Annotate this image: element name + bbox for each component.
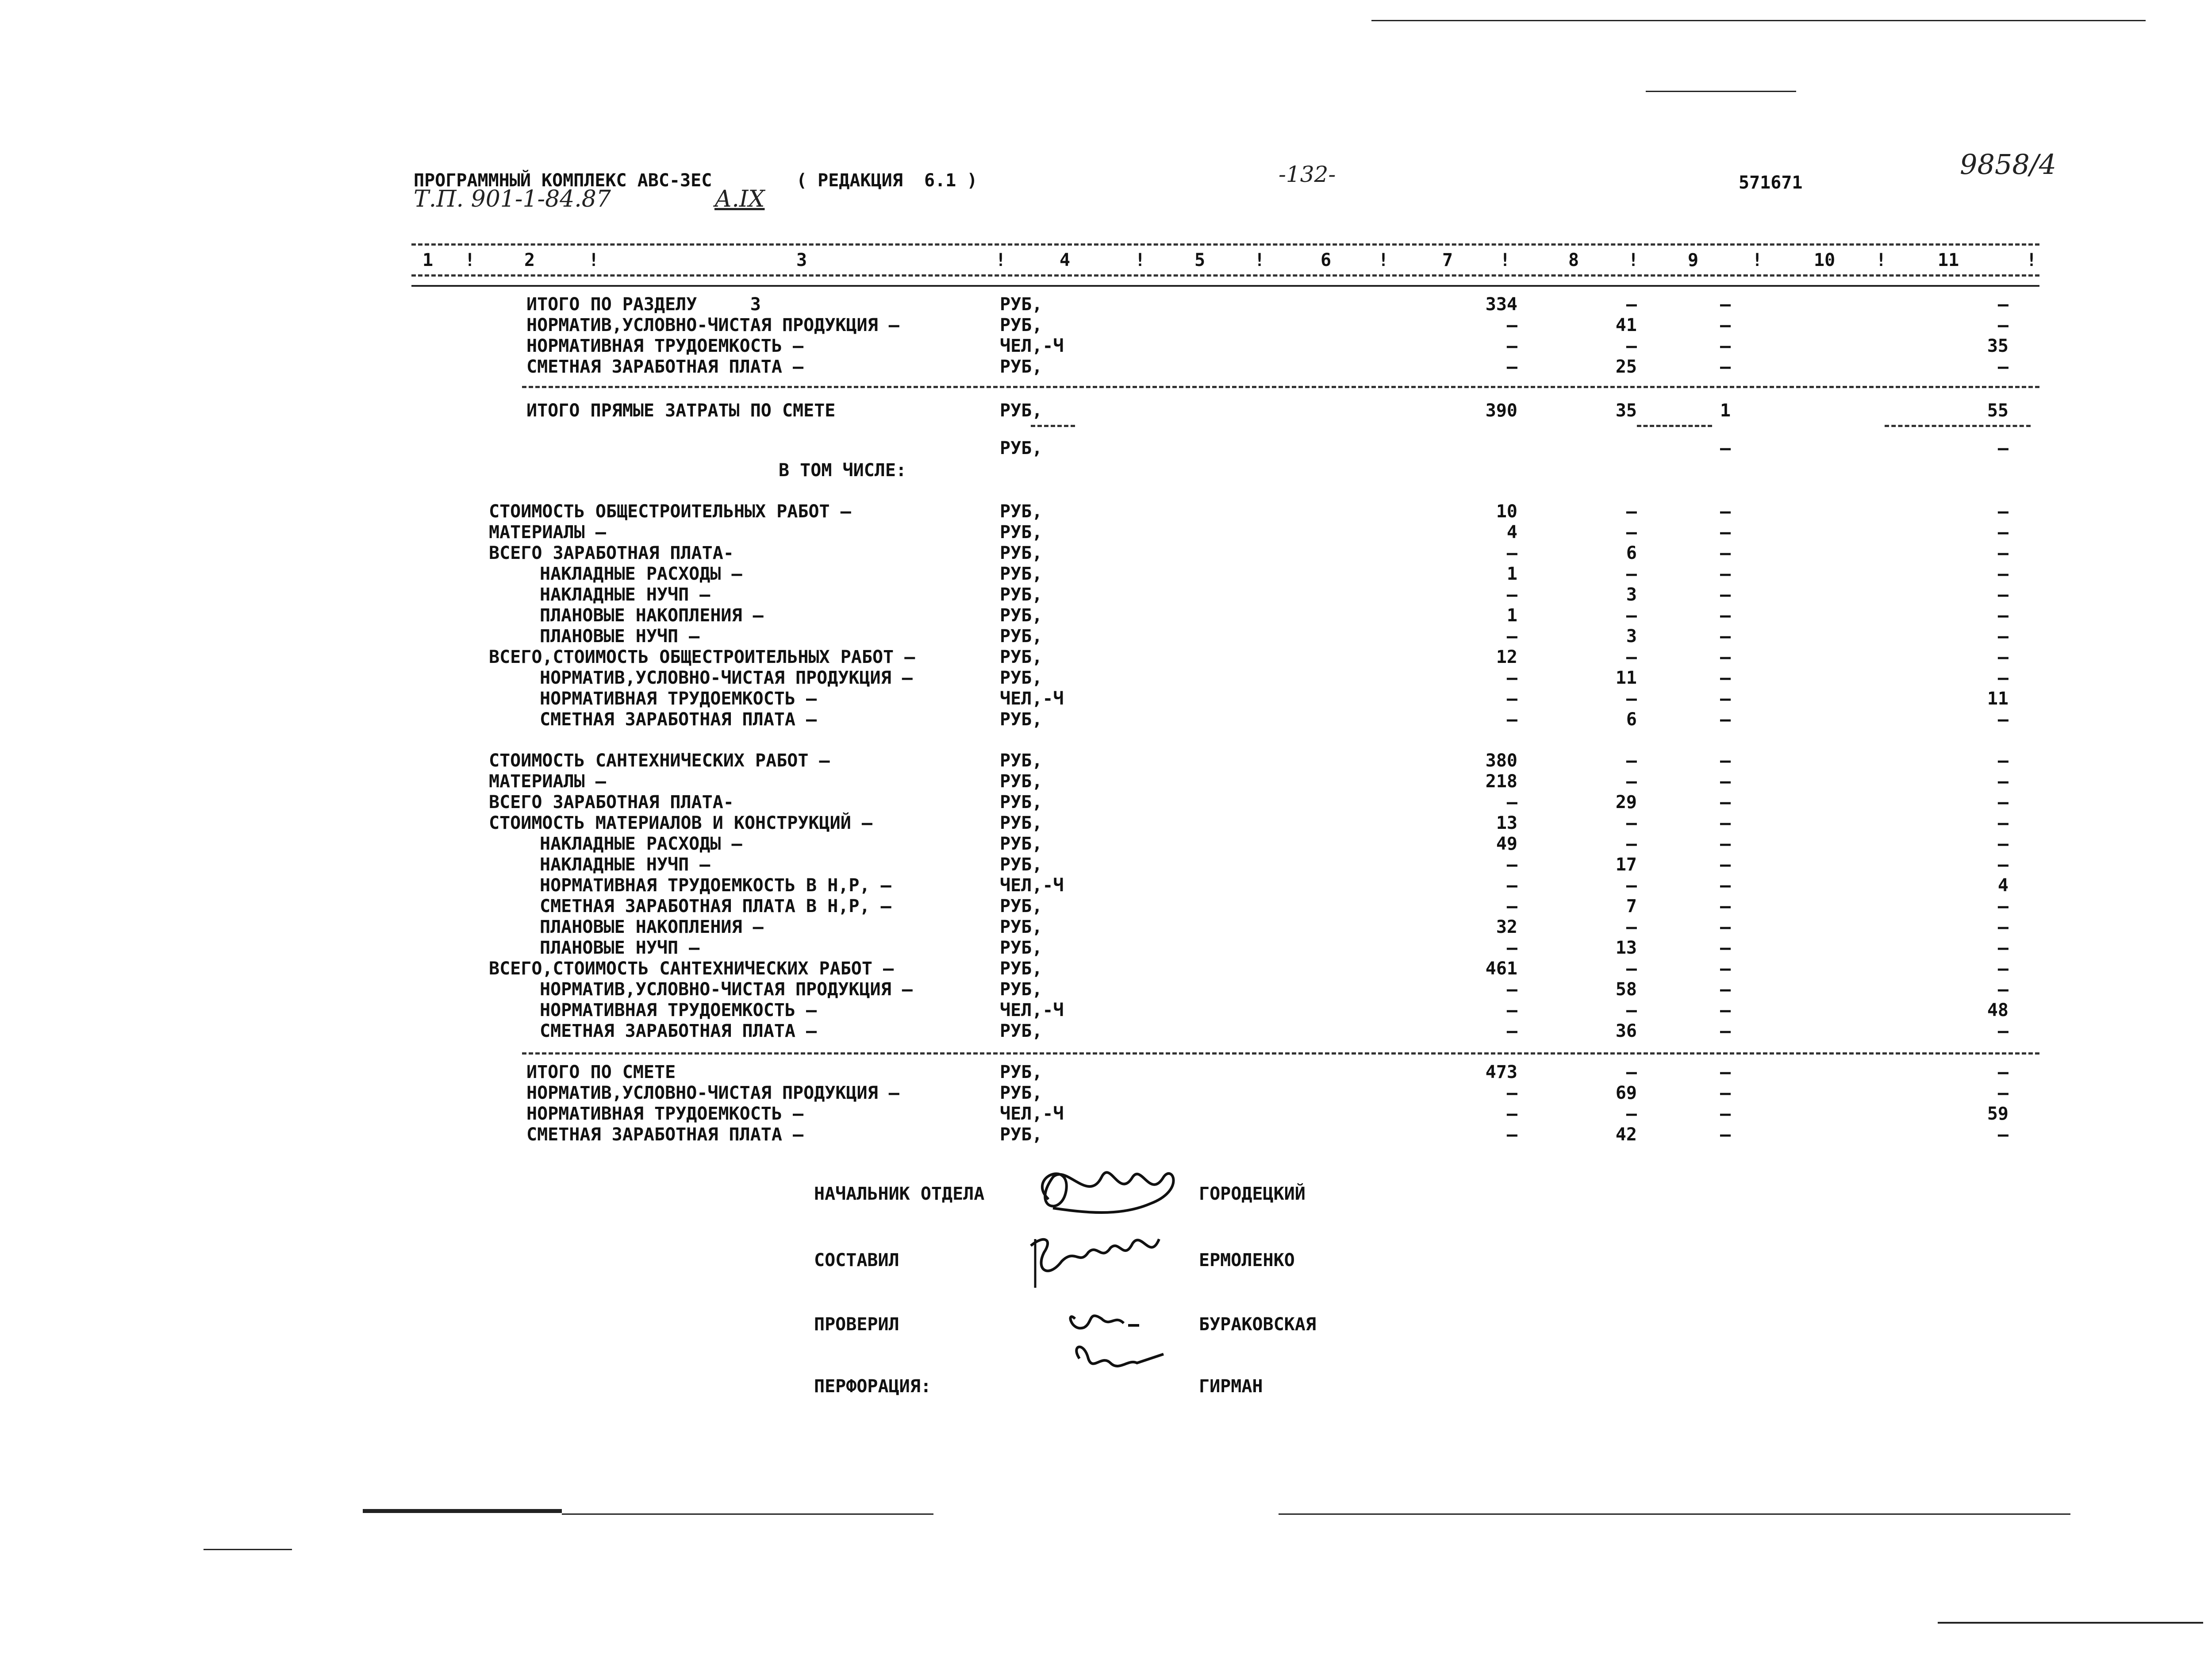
row-unit: РУБ, [1000, 626, 1043, 647]
row-col8-value: – [1626, 1104, 1637, 1124]
row-label: НОРМАТИВНАЯ ТРУДОЕМКОСТЬ – [540, 689, 817, 709]
row-col11-value: – [1997, 917, 2008, 937]
row-col11-value: – [1997, 543, 2008, 563]
table-row [0, 522, 2212, 543]
table-row [0, 792, 2212, 812]
row-col7-value: – [1506, 689, 1517, 709]
row-col11-value: – [1997, 792, 2008, 812]
row-col9-value: – [1720, 336, 1731, 356]
row-col8-value: 6 [1626, 543, 1637, 563]
scan-edge-line-3 [1279, 1513, 2070, 1515]
row-unit: РУБ, [1000, 294, 1043, 315]
row-col7-value: 1 [1506, 605, 1517, 626]
row-unit: РУБ, [1000, 668, 1043, 688]
row-col9-value: – [1720, 792, 1731, 812]
row-col8-value: – [1626, 875, 1637, 896]
row-label: ИТОГО ПО РАЗДЕЛУ 3 [526, 294, 761, 315]
row-col7-value: – [1506, 1124, 1517, 1145]
header-bottom-rule [411, 274, 2039, 277]
row-col11-value: – [1997, 357, 2008, 377]
table-row [0, 709, 2212, 730]
row-label: НОРМАТИВНАЯ ТРУДОЕМКОСТЬ В Н,Р, – [540, 875, 891, 896]
row-col8-value: – [1626, 647, 1637, 667]
row-col8-value: – [1626, 1062, 1637, 1082]
row-unit: РУБ, [1000, 709, 1043, 730]
row-col11-value: – [1997, 979, 2008, 1000]
row-label: НОРМАТИВНАЯ ТРУДОЕМКОСТЬ – [526, 336, 804, 356]
row-col7-value: – [1506, 938, 1517, 958]
row-col8-value: 29 [1615, 792, 1637, 812]
column-separator: ! [1378, 250, 1389, 270]
table-row [0, 979, 2212, 1000]
table-row [0, 855, 2212, 875]
row-col11-value: 35 [1987, 336, 2008, 356]
row-col11-value: 4 [1997, 875, 2008, 896]
row-col9-value: – [1720, 979, 1731, 1000]
row-col7-value: – [1506, 543, 1517, 563]
column-header-3: 3 [796, 250, 807, 270]
archive-number: 9858/4 [1960, 148, 2057, 181]
row-col7-value: 10 [1496, 501, 1517, 522]
table-row [0, 336, 2212, 356]
table-row [0, 917, 2212, 937]
row-label: НАКЛАДНЫЕ НУЧП – [540, 585, 710, 605]
row-col9-value: – [1720, 855, 1731, 875]
unit-separator [1031, 425, 1075, 427]
row-col7-value: – [1506, 315, 1517, 335]
row-col11-value: 59 [1987, 1104, 2008, 1124]
column-header-6: 6 [1321, 250, 1332, 270]
row-col11-value: – [1997, 647, 2008, 667]
row-col7-value: 12 [1496, 647, 1517, 667]
row-col9-value: – [1720, 501, 1731, 522]
row-col7-value: – [1506, 357, 1517, 377]
row-unit: РУБ, [1000, 605, 1043, 626]
row-col9-value: – [1720, 834, 1731, 854]
table-row [0, 400, 2212, 421]
row-unit: РУБ, [1000, 792, 1043, 812]
table-row [0, 438, 2212, 458]
table-row [0, 875, 2212, 896]
column-header-4: 4 [1060, 250, 1071, 270]
row-col7-value: – [1506, 875, 1517, 896]
row-unit: РУБ, [1000, 438, 1043, 458]
row-col11-value: – [1997, 438, 2008, 458]
row-col8-value: – [1626, 605, 1637, 626]
row-col8-value: – [1626, 771, 1637, 792]
row-unit: РУБ, [1000, 834, 1043, 854]
table-row [0, 357, 2212, 377]
row-col9-value: – [1720, 771, 1731, 792]
subtotal-separator-2 [1885, 425, 2031, 427]
project-code: Т.П. 901-1-84.87 [414, 186, 611, 212]
row-col8-value: – [1626, 813, 1637, 833]
signature-role: ПРОВЕРИЛ [814, 1314, 899, 1335]
row-col11-value: 55 [1987, 400, 2008, 421]
row-unit: РУБ, [1000, 979, 1043, 1000]
row-unit: ЧЕЛ,-Ч [1000, 1000, 1064, 1020]
column-separator: ! [1135, 250, 1146, 270]
table-row [0, 938, 2212, 958]
row-col7-value: 1 [1506, 564, 1517, 584]
row-label: ПЛАНОВЫЕ НАКОПЛЕНИЯ – [540, 917, 764, 937]
row-col9-value: – [1720, 938, 1731, 958]
row-col9-value: – [1720, 813, 1731, 833]
row-col7-value: – [1506, 709, 1517, 730]
row-col7-value: 334 [1485, 294, 1517, 315]
row-col11-value: – [1997, 896, 2008, 916]
row-unit: РУБ, [1000, 501, 1043, 522]
table-row [0, 834, 2212, 854]
row-label: ВСЕГО ЗАРАБОТНАЯ ПЛАТА- [489, 543, 734, 563]
row-col9-value: – [1720, 1104, 1731, 1124]
program-title: ПРОГРАММНЫЙ КОМПЛЕКС АВС-3ЕС [414, 170, 712, 191]
row-col9-value: – [1720, 1000, 1731, 1020]
row-label: НОРМАТИВ,УСЛОВНО-ЧИСТАЯ ПРОДУКЦИЯ – [526, 1083, 899, 1103]
row-unit: РУБ, [1000, 1124, 1043, 1145]
signature-role: НАЧАЛЬНИК ОТДЕЛА [814, 1184, 985, 1204]
row-col8-value: – [1626, 336, 1637, 356]
row-label: НАКЛАДНЫЕ РАСХОДЫ – [540, 834, 742, 854]
column-separator: ! [1876, 250, 1887, 270]
scan-edge-line [363, 1509, 562, 1513]
row-label: МАТЕРИАЛЫ – [489, 771, 606, 792]
row-col8-value: 6 [1626, 709, 1637, 730]
row-col8-value: 25 [1615, 357, 1637, 377]
row-col7-value: – [1506, 626, 1517, 647]
row-col9-value: – [1720, 1021, 1731, 1041]
table-row [0, 564, 2212, 584]
row-label: НОРМАТИВНАЯ ТРУДОЕМКОСТЬ – [526, 1104, 804, 1124]
row-col8-value: – [1626, 834, 1637, 854]
row-unit: РУБ, [1000, 647, 1043, 667]
column-separator: ! [465, 250, 476, 270]
row-col11-value: – [1997, 938, 2008, 958]
row-col9-value: – [1720, 959, 1731, 979]
row-col8-value: 3 [1626, 585, 1637, 605]
row-col9-value: – [1720, 564, 1731, 584]
row-col7-value: – [1506, 336, 1517, 356]
row-col9-value: – [1720, 709, 1731, 730]
row-label: СМЕТНАЯ ЗАРАБОТНАЯ ПЛАТА – [526, 357, 804, 377]
row-col11-value: – [1997, 1083, 2008, 1103]
table-row [0, 1000, 2212, 1020]
row-col8-value: 41 [1615, 315, 1637, 335]
row-col9-value: – [1720, 585, 1731, 605]
row-label: МАТЕРИАЛЫ – [489, 522, 606, 543]
table-row [0, 626, 2212, 647]
row-col11-value: – [1997, 585, 2008, 605]
row-col8-value: 7 [1626, 896, 1637, 916]
row-col7-value: – [1506, 979, 1517, 1000]
row-label: СТОИМОСТЬ САНТЕХНИЧЕСКИХ РАБОТ – [489, 751, 830, 771]
scan-edge-line-2 [562, 1513, 933, 1515]
row-col8-value: – [1626, 959, 1637, 979]
row-col8-value: 17 [1615, 855, 1637, 875]
row-col7-value: – [1506, 1000, 1517, 1020]
row-unit: РУБ, [1000, 1083, 1043, 1103]
section-separator [522, 386, 2039, 388]
row-col9-value: – [1720, 294, 1731, 315]
signature-name: ЕРМОЛЕНКО [1199, 1250, 1295, 1270]
scan-left-line [204, 1549, 292, 1550]
row-col11-value: – [1997, 501, 2008, 522]
row-label: СМЕТНАЯ ЗАРАБОТНАЯ ПЛАТА – [540, 709, 817, 730]
scan-top-line-2 [1646, 91, 1796, 92]
row-label: СМЕТНАЯ ЗАРАБОТНАЯ ПЛАТА В Н,Р, – [540, 896, 891, 916]
row-col8-value: 58 [1615, 979, 1637, 1000]
signature-role: ПЕРФОРАЦИЯ: [814, 1376, 931, 1397]
row-label: ИТОГО ПРЯМЫЕ ЗАТРАТЫ ПО СМЕТЕ [526, 400, 836, 421]
row-col8-value: – [1626, 522, 1637, 543]
table-row [0, 460, 2212, 481]
column-header-2: 2 [524, 250, 535, 270]
row-label: ВСЕГО ЗАРАБОТНАЯ ПЛАТА- [489, 792, 734, 812]
column-header-1: 1 [422, 250, 434, 270]
row-unit: РУБ, [1000, 400, 1043, 421]
column-header-9: 9 [1688, 250, 1699, 270]
row-unit: РУБ, [1000, 1062, 1043, 1082]
row-col8-value: – [1626, 564, 1637, 584]
row-label: В ТОМ ЧИСЛЕ: [779, 460, 906, 481]
row-col11-value: – [1997, 709, 2008, 730]
row-col9-value: – [1720, 522, 1731, 543]
row-col8-value: 36 [1615, 1021, 1637, 1041]
row-unit: РУБ, [1000, 917, 1043, 937]
table-row [0, 813, 2212, 833]
row-unit: РУБ, [1000, 1021, 1043, 1041]
column-header-7: 7 [1442, 250, 1453, 270]
column-separator: ! [995, 250, 1006, 270]
row-col8-value: – [1626, 294, 1637, 315]
row-label: НОРМАТИВ,УСЛОВНО-ЧИСТАЯ ПРОДУКЦИЯ – [526, 315, 899, 335]
table-row [0, 771, 2212, 792]
table-row [0, 501, 2212, 522]
row-label: ВСЕГО,СТОИМОСТЬ ОБЩЕСТРОИТЕЛЬНЫХ РАБОТ – [489, 647, 915, 667]
row-col11-value: – [1997, 959, 2008, 979]
row-unit: РУБ, [1000, 585, 1043, 605]
row-label: ВСЕГО,СТОИМОСТЬ САНТЕХНИЧЕСКИХ РАБОТ – [489, 959, 894, 979]
row-unit: РУБ, [1000, 357, 1043, 377]
row-col7-value: – [1506, 585, 1517, 605]
row-col9-value: – [1720, 647, 1731, 667]
row-col7-value: 390 [1485, 400, 1517, 421]
row-unit: РУБ, [1000, 855, 1043, 875]
row-label: СТОИМОСТЬ ОБЩЕСТРОИТЕЛЬНЫХ РАБОТ – [489, 501, 851, 522]
row-col7-value: – [1506, 792, 1517, 812]
row-unit: РУБ, [1000, 896, 1043, 916]
row-unit: РУБ, [1000, 751, 1043, 771]
row-col11-value: – [1997, 522, 2008, 543]
row-label: НАКЛАДНЫЕ РАСХОДЫ – [540, 564, 742, 584]
row-col8-value: 11 [1615, 668, 1637, 688]
row-col11-value: – [1997, 605, 2008, 626]
table-row [0, 605, 2212, 626]
table-row [0, 689, 2212, 709]
table-top-rule [411, 243, 2039, 246]
row-col8-value: – [1626, 1000, 1637, 1020]
table-row [0, 1083, 2212, 1103]
row-col11-value: – [1997, 626, 2008, 647]
column-separator: ! [1752, 250, 1763, 270]
row-col9-value: – [1720, 917, 1731, 937]
table-row [0, 585, 2212, 605]
table-row [0, 294, 2212, 315]
section-separator-2 [522, 1052, 2039, 1055]
column-header-11: 11 [1938, 250, 1959, 270]
table-row [0, 647, 2212, 667]
table-row [0, 1124, 2212, 1145]
row-unit: РУБ, [1000, 938, 1043, 958]
row-unit: РУБ, [1000, 315, 1043, 335]
row-col9-value: – [1720, 315, 1731, 335]
column-header-5: 5 [1194, 250, 1206, 270]
table-row [0, 1062, 2212, 1082]
row-col8-value: – [1626, 689, 1637, 709]
row-unit: РУБ, [1000, 813, 1043, 833]
row-col11-value: 48 [1987, 1000, 2008, 1020]
column-separator: ! [1628, 250, 1639, 270]
row-col11-value: – [1997, 855, 2008, 875]
table-row [0, 543, 2212, 563]
row-col11-value: 11 [1987, 689, 2008, 709]
signature-name: ГИРМАН [1199, 1376, 1263, 1397]
row-col11-value: – [1997, 1062, 2008, 1082]
row-col7-value: – [1506, 855, 1517, 875]
row-col8-value: – [1626, 751, 1637, 771]
row-col9-value: – [1720, 1083, 1731, 1103]
table-row [0, 959, 2212, 979]
row-unit: РУБ, [1000, 959, 1043, 979]
table-row [0, 751, 2212, 771]
album-number: А.IX [714, 186, 765, 212]
row-col11-value: – [1997, 771, 2008, 792]
document-code: 571671 [1739, 173, 1803, 193]
row-col7-value: 49 [1496, 834, 1517, 854]
row-col11-value: – [1997, 834, 2008, 854]
row-col11-value: – [1997, 315, 2008, 335]
row-col9-value: – [1720, 668, 1731, 688]
row-label: НОРМАТИВ,УСЛОВНО-ЧИСТАЯ ПРОДУКЦИЯ – [540, 668, 913, 688]
column-header-8: 8 [1568, 250, 1579, 270]
table-row [0, 896, 2212, 916]
row-col9-value: – [1720, 1062, 1731, 1082]
row-unit: ЧЕЛ,-Ч [1000, 875, 1064, 896]
row-label: НАКЛАДНЫЕ НУЧП – [540, 855, 710, 875]
table-row [0, 1021, 2212, 1041]
row-col7-value: 461 [1485, 959, 1517, 979]
header-bottom-rule-2 [411, 285, 2039, 287]
row-col9-value: – [1720, 357, 1731, 377]
row-col7-value: – [1506, 668, 1517, 688]
row-col9-value: – [1720, 605, 1731, 626]
table-row [0, 1104, 2212, 1124]
row-col9-value: 1 [1720, 400, 1731, 421]
row-col11-value: – [1997, 1021, 2008, 1041]
row-col11-value: – [1997, 1124, 2008, 1145]
row-col7-value: 13 [1496, 813, 1517, 833]
row-col11-value: – [1997, 564, 2008, 584]
row-col8-value: 42 [1615, 1124, 1637, 1145]
row-col11-value: – [1997, 813, 2008, 833]
row-col9-value: – [1720, 751, 1731, 771]
row-col7-value: – [1506, 1083, 1517, 1103]
scan-top-line [1371, 20, 2146, 21]
row-unit: ЧЕЛ,-Ч [1000, 1104, 1064, 1124]
row-col7-value: – [1506, 896, 1517, 916]
row-col7-value: – [1506, 1104, 1517, 1124]
row-col7-value: – [1506, 1021, 1517, 1041]
row-unit: РУБ, [1000, 771, 1043, 792]
table-row [0, 315, 2212, 335]
edition-label: ( РЕДАКЦИЯ 6.1 ) [796, 170, 978, 191]
row-col9-value: – [1720, 896, 1731, 916]
page-number: -132- [1279, 162, 1336, 187]
signature-name: ГОРОДЕЦКИЙ [1199, 1184, 1306, 1204]
row-col11-value: – [1997, 751, 2008, 771]
column-separator: ! [1500, 250, 1511, 270]
row-col8-value: 13 [1615, 938, 1637, 958]
signature-scribbles [1018, 1151, 1203, 1381]
row-col8-value: – [1626, 917, 1637, 937]
row-col8-value: 3 [1626, 626, 1637, 647]
row-col7-value: 380 [1485, 751, 1517, 771]
subtotal-separator [1637, 425, 1712, 427]
row-col11-value: – [1997, 294, 2008, 315]
row-label: СМЕТНАЯ ЗАРАБОТНАЯ ПЛАТА – [526, 1124, 804, 1145]
column-header-10: 10 [1814, 250, 1836, 270]
row-col9-value: – [1720, 875, 1731, 896]
row-label: ИТОГО ПО СМЕТЕ [526, 1062, 676, 1082]
row-unit: РУБ, [1000, 543, 1043, 563]
row-col9-value: – [1720, 626, 1731, 647]
row-col9-value: – [1720, 543, 1731, 563]
column-separator: ! [1254, 250, 1265, 270]
row-col7-value: 218 [1485, 771, 1517, 792]
row-col9-value: – [1720, 1124, 1731, 1145]
column-separator: ! [2026, 250, 2037, 270]
row-unit: ЧЕЛ,-Ч [1000, 336, 1064, 356]
row-col7-value: 4 [1506, 522, 1517, 543]
row-col8-value: 69 [1615, 1083, 1637, 1103]
row-col8-value: – [1626, 501, 1637, 522]
row-unit: РУБ, [1000, 522, 1043, 543]
table-row [0, 668, 2212, 688]
row-col7-value: 32 [1496, 917, 1517, 937]
row-label: ПЛАНОВЫЕ НУЧП – [540, 938, 700, 958]
row-label: ПЛАНОВЫЕ НАКОПЛЕНИЯ – [540, 605, 764, 626]
row-col11-value: – [1997, 668, 2008, 688]
scan-corner-line [1938, 1622, 2203, 1624]
row-label: СМЕТНАЯ ЗАРАБОТНАЯ ПЛАТА – [540, 1021, 817, 1041]
signature-role: СОСТАВИЛ [814, 1250, 899, 1270]
row-col7-value: 473 [1485, 1062, 1517, 1082]
signature-name: БУРАКОВСКАЯ [1199, 1314, 1316, 1335]
row-label: НОРМАТИВНАЯ ТРУДОЕМКОСТЬ – [540, 1000, 817, 1020]
row-unit: ЧЕЛ,-Ч [1000, 689, 1064, 709]
row-col9-value: – [1720, 438, 1731, 458]
row-label: НОРМАТИВ,УСЛОВНО-ЧИСТАЯ ПРОДУКЦИЯ – [540, 979, 913, 1000]
row-label: ПЛАНОВЫЕ НУЧП – [540, 626, 700, 647]
column-separator: ! [588, 250, 599, 270]
row-col8-value: 35 [1615, 400, 1637, 421]
row-unit: РУБ, [1000, 564, 1043, 584]
row-col9-value: – [1720, 689, 1731, 709]
row-label: СТОИМОСТЬ МАТЕРИАЛОВ И КОНСТРУКЦИЙ – [489, 813, 872, 833]
